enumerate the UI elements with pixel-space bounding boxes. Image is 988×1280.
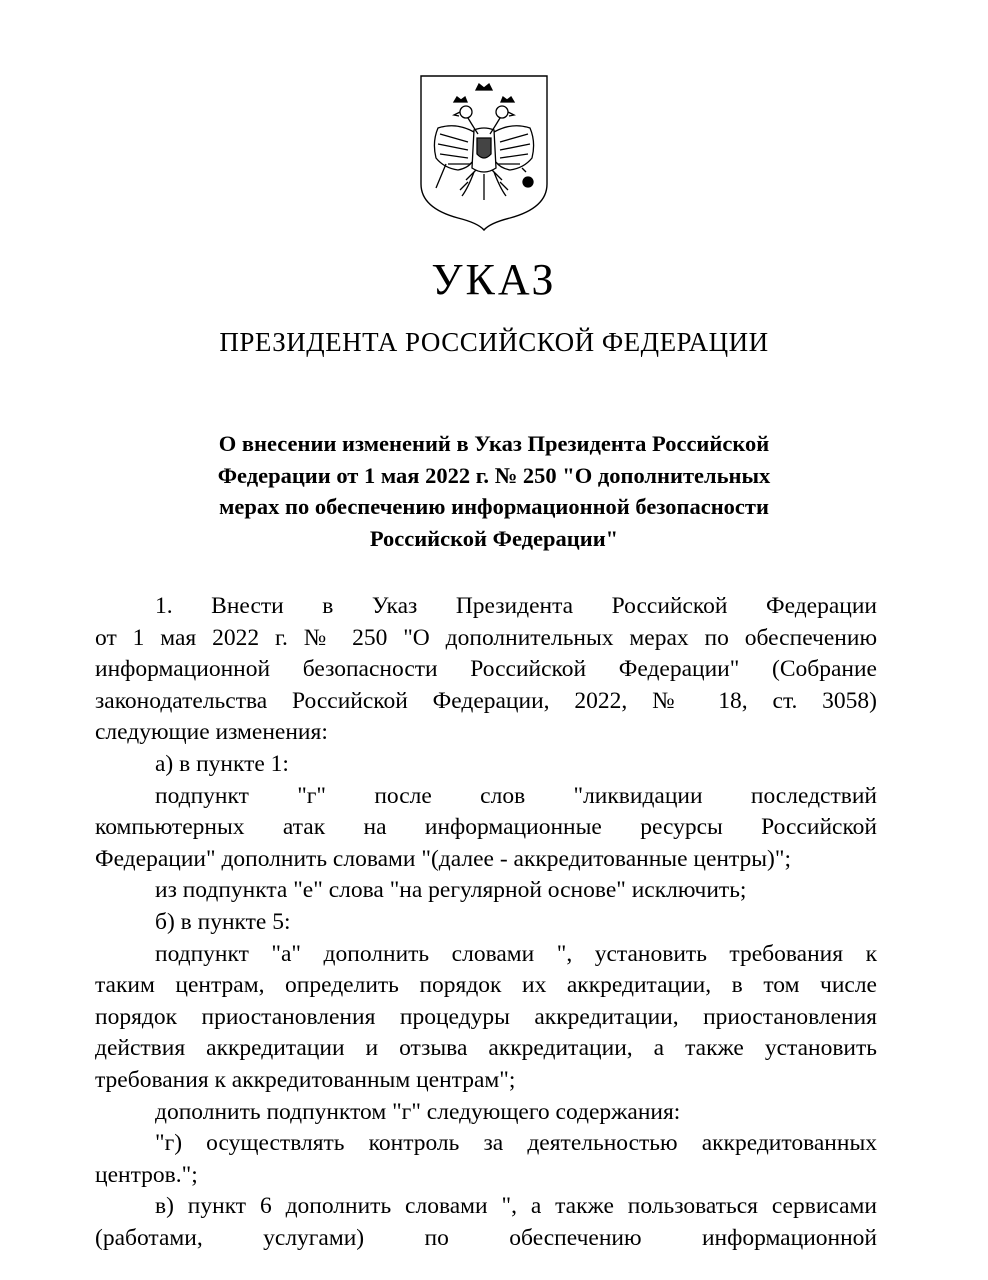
body-line: а) в пункте 1: <box>155 750 289 777</box>
body-line: "г) осуществлять контроль за деятельностью аккредитованных <box>155 1130 877 1157</box>
body-line: дополнить подпунктом "г" следующего содержания: <box>155 1098 681 1125</box>
body-line: компьютерных атак на информационные ресурсы Российской <box>95 814 877 841</box>
body-line: действия аккредитации и отзыва аккредитации, а также установить <box>95 1035 877 1062</box>
decree-body <box>95 591 877 1254</box>
body-line: подпункт "а" дополнить словами ", установить требования к <box>155 940 877 967</box>
heading-line: Федерации от 1 мая 2022 г. № 250 "О дополнительных <box>217 462 771 488</box>
body-line: 1. Внести в Указ Президента Российской Федерации <box>155 593 877 619</box>
body-line: (работами, услугами) по обеспечению информационной <box>95 1224 877 1251</box>
body-line: от 1 мая 2022 г. № 250 "О дополнительных мерах по обеспечению <box>95 624 877 651</box>
body-line: таким центрам, определить порядок их аккредитации, в том числе <box>95 972 877 999</box>
body-line: порядок приостановления процедуры аккредитации, приостановления <box>95 1003 877 1030</box>
body-line: центров."; <box>95 1161 198 1188</box>
body-line: следующие изменения: <box>95 719 328 746</box>
body-line: законодательства Российской Федерации, 2022, № 18, ст. 3058) <box>95 687 877 714</box>
body-line: б) в пункте 5: <box>155 908 291 935</box>
body-line: в) пункт 6 дополнить словами ", а также пользоваться сервисами <box>155 1193 877 1220</box>
body-line: Федерации" дополнить словами "(далее - аккредитованные центры)"; <box>95 845 792 872</box>
document-subtitle: ПРЕЗИДЕНТА РОССИЙСКОЙ ФЕДЕРАЦИИ <box>219 327 769 357</box>
heading-line: Российской Федерации" <box>369 525 619 551</box>
coat-of-arms-emblem <box>418 72 550 232</box>
body-line: подпункт "г" после слов "ликвидации последствий <box>155 782 877 809</box>
heading-line: мерах по обеспечению информационной безопасности <box>219 494 769 519</box>
heading-line: О внесении изменений в Указ Президента Российской <box>218 431 770 456</box>
body-line: информационной безопасности Российской Федерации" (Собрание <box>95 656 877 683</box>
body-line: из подпункта "е" слова "на регулярной основе" исключить; <box>155 877 747 904</box>
document-title: УКАЗ <box>431 255 557 304</box>
body-line: требования к аккредитованным центрам"; <box>95 1066 516 1093</box>
decree-heading <box>150 428 838 554</box>
